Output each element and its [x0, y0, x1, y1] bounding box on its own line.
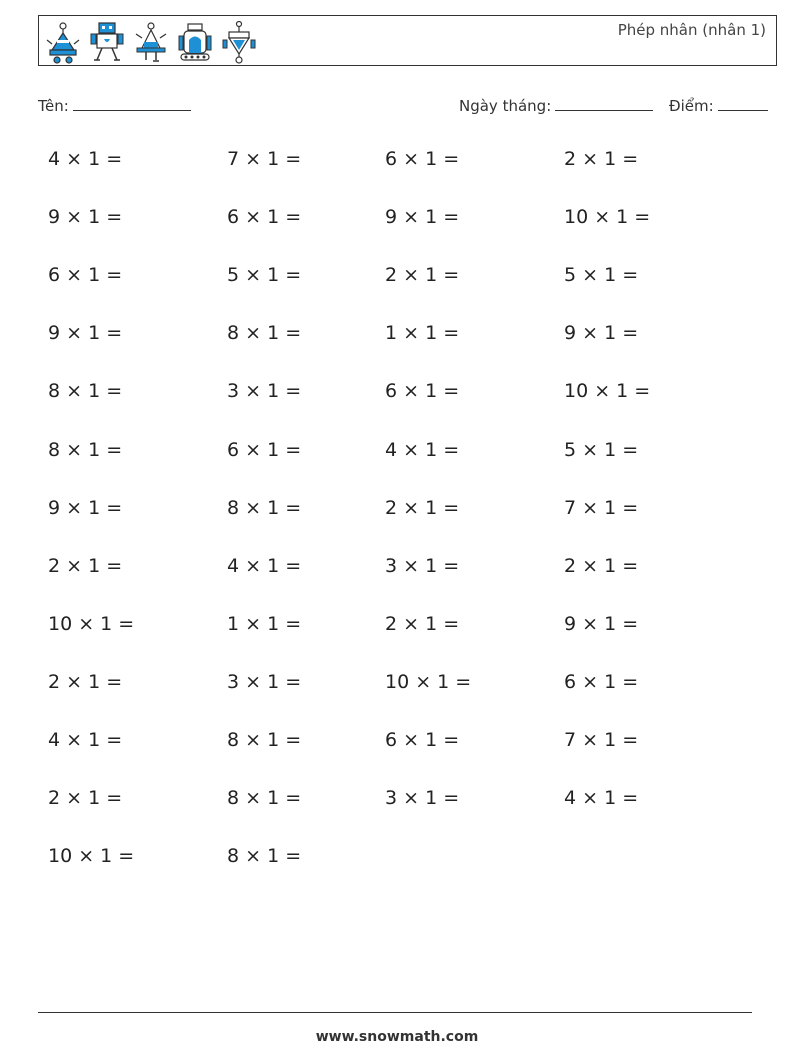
problem-item: 1 × 1 = — [385, 322, 460, 345]
problem-item: 4 × 1 = — [48, 148, 123, 170]
problem-item: 6 × 1 = — [564, 670, 639, 693]
problem-item: 5 × 1 = — [227, 264, 302, 287]
footer-url: www.snowmath.com — [315, 1029, 479, 1045]
problem-item: 9 × 1 = — [48, 496, 123, 519]
problem-item: 10 × 1 = — [564, 206, 651, 229]
problem-item: 10 × 1 = — [48, 612, 135, 635]
problem-item: 10 × 1 = — [564, 380, 651, 403]
problem-item: 9 × 1 = — [385, 206, 460, 229]
problem-item: 7 × 1 = — [564, 729, 639, 751]
problem-item: 1 × 1 = — [227, 612, 302, 635]
problem-item: 6 × 1 = — [385, 380, 460, 403]
problem-item: 9 × 1 = — [564, 322, 639, 345]
name-label: Tên: — [38, 97, 69, 115]
problem-item: 4 × 1 = — [385, 438, 460, 461]
problem-item: 10 × 1 = — [385, 670, 472, 693]
problem-item: 2 × 1 = — [385, 612, 460, 635]
problem-item: 2 × 1 = — [564, 148, 639, 170]
date-label: Ngày tháng: — [459, 97, 552, 115]
problem-item: 3 × 1 = — [227, 670, 302, 693]
problem-item: 8 × 1 = — [48, 438, 123, 461]
footer-divider — [38, 1012, 752, 1013]
problem-item: 3 × 1 = — [385, 554, 460, 577]
problem-item: 8 × 1 = — [227, 729, 302, 751]
problem-item: 4 × 1 = — [564, 787, 639, 810]
problem-item: 8 × 1 = — [227, 322, 302, 345]
problem-item: 9 × 1 = — [564, 612, 639, 635]
problem-item: 2 × 1 = — [48, 787, 123, 810]
problem-item: 5 × 1 = — [564, 264, 639, 287]
problem-item: 2 × 1 = — [48, 554, 123, 577]
problem-item: 2 × 1 = — [564, 554, 639, 577]
problem-item: 3 × 1 = — [385, 787, 460, 810]
problem-item: 4 × 1 = — [227, 554, 302, 577]
problem-item: 9 × 1 = — [48, 206, 123, 229]
problem-item: 6 × 1 = — [385, 729, 460, 751]
problem-item: 8 × 1 = — [48, 380, 123, 403]
problem-item: 6 × 1 = — [227, 206, 302, 229]
problem-item: 7 × 1 = — [227, 148, 302, 170]
problem-item: 6 × 1 = — [385, 148, 460, 170]
problem-item: 7 × 1 = — [564, 496, 639, 519]
problem-item: 6 × 1 = — [227, 438, 302, 461]
problem-item: 5 × 1 = — [564, 438, 639, 461]
problem-item: 2 × 1 = — [385, 264, 460, 287]
problem-item: 2 × 1 = — [385, 496, 460, 519]
problem-item: 4 × 1 = — [48, 729, 123, 751]
problem-item: 8 × 1 = — [227, 845, 302, 868]
problem-item: 8 × 1 = — [227, 787, 302, 810]
problem-item: 6 × 1 = — [48, 264, 123, 287]
worksheet-title: Phép nhân (nhân 1) — [617, 21, 766, 39]
problem-item: 8 × 1 = — [227, 496, 302, 519]
score-label: Điểm: — [669, 97, 714, 115]
problem-item: 2 × 1 = — [48, 670, 123, 693]
problem-item: 10 × 1 = — [48, 845, 135, 868]
problem-item: 9 × 1 = — [48, 322, 123, 345]
problem-item: 3 × 1 = — [227, 380, 302, 403]
